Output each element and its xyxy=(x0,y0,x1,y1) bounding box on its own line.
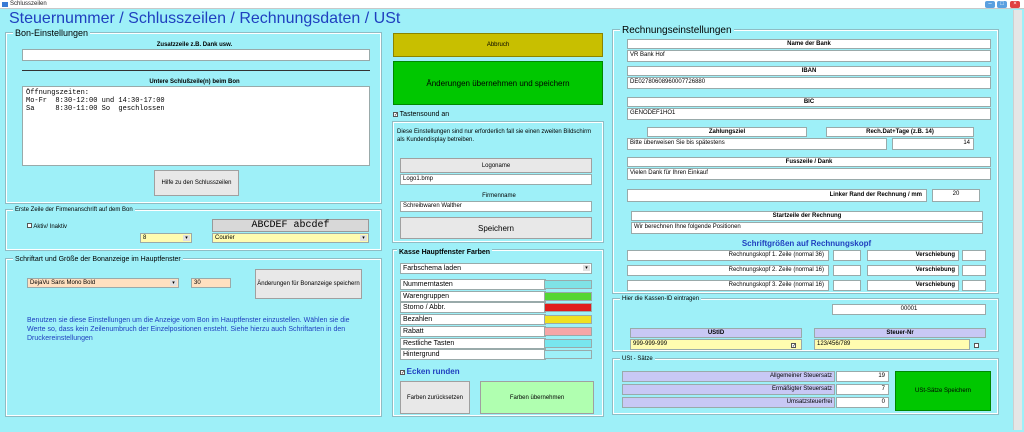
color-swatch[interactable] xyxy=(544,280,592,289)
payment-term-input[interactable]: Bitte überweisen Sie bis spätestens xyxy=(627,138,887,150)
start-line-input[interactable]: Wir berechnen Ihne folgende Positionen xyxy=(631,222,983,234)
color-swatch[interactable] xyxy=(544,350,592,359)
head-row-shift-label: Verschiebung xyxy=(867,265,959,276)
cashbox-panel xyxy=(613,296,998,351)
invoice-legend: Rechnungseinstellungen xyxy=(622,25,732,36)
logo-button[interactable]: Logoname xyxy=(400,158,592,173)
color-row-label: Warengruppen xyxy=(400,291,546,302)
vat-legend: USt - Sätze xyxy=(622,356,653,362)
head-row-shift-label: Verschiebung xyxy=(867,280,959,291)
iban-input[interactable]: DE02780608960007726880 xyxy=(627,77,991,89)
vat-row-input[interactable]: 7 xyxy=(836,384,889,395)
head-row-shift-input[interactable] xyxy=(962,250,986,261)
iban-label: IBAN xyxy=(627,66,991,76)
head-row-shift-input[interactable] xyxy=(962,265,986,276)
round-corners-checkbox[interactable]: ✓ xyxy=(401,370,406,376)
help-button[interactable]: Hilfe zu den Schlusszeilen xyxy=(154,170,239,196)
logo-input[interactable]: Logo1.bmp xyxy=(400,174,592,185)
bottom-lines-label: Untere Schlußzeile(n) beim Bon xyxy=(149,79,240,85)
active-checkbox[interactable] xyxy=(27,223,32,228)
app-icon xyxy=(2,2,8,7)
vat-row-label: Allgemeiner Steuersatz xyxy=(622,371,835,382)
bon-font-info: Benutzen sie diese Einstellungen um die Anzeige vom Bon im Hauptfenster einzustellen. Wählen sie die Werte so, dass kein Zeilenumbruch der Einzelpositionen ensteht. Siehe hierzu auch Schriftarten in den Druckereinstellungen xyxy=(27,317,350,342)
key-sound-label: Tastensound an xyxy=(399,111,450,118)
extra-line-label: Zusatzzeile z.B. Dank usw. xyxy=(156,42,233,48)
font-size-heading: Schriftgrößen auf Rechnungskopf xyxy=(741,239,872,248)
save-changes-button[interactable]: Änderungen übernehmen und speichern xyxy=(393,61,603,105)
bank-label: Name der Bank xyxy=(627,39,991,49)
reset-colors-button[interactable]: Farben zurücksetzen xyxy=(400,381,470,414)
chevron-down-icon: ▾ xyxy=(583,265,590,271)
abort-button[interactable]: Abbruch xyxy=(393,33,603,57)
company-label: Firmenname xyxy=(482,193,516,199)
color-swatch[interactable] xyxy=(544,303,592,312)
save-bon-display-button[interactable]: Änderungen für Bonanzeige speichern xyxy=(255,269,362,299)
store-button[interactable]: Speichern xyxy=(400,217,592,239)
cashbox-id-input[interactable]: 00001 xyxy=(832,304,986,315)
head-row-size-input[interactable] xyxy=(833,265,861,276)
footer-input[interactable]: Vielen Dank für Ihren Einkauf xyxy=(627,168,991,180)
taxno-checkbox[interactable] xyxy=(974,343,979,348)
firm-size-select[interactable] xyxy=(140,233,192,243)
head-row-label: Rechnungskopf 3. Zeile (normal 16) xyxy=(627,280,829,291)
colors-panel xyxy=(393,250,603,416)
bon-font-legend: Schriftart und Größe der Bonanzeige im Hauptfenster xyxy=(15,256,181,263)
vertical-scrollbar[interactable] xyxy=(1013,10,1022,430)
vat-row-label: Ermäßigter Steuersatz xyxy=(622,384,835,395)
bon-settings-panel xyxy=(6,28,381,203)
bon-settings-legend: Bon-Einstellungen xyxy=(15,28,89,38)
color-swatch[interactable] xyxy=(544,327,592,336)
color-swatch[interactable] xyxy=(544,339,592,348)
taxno-input[interactable]: 123/456/789 xyxy=(814,339,970,350)
chevron-down-icon: ▾ xyxy=(183,235,190,241)
start-line-label: Startzeile der Rechnung xyxy=(631,211,983,221)
head-row-label: Rechnungskopf 1. Zeile (normal 36) xyxy=(627,250,829,261)
color-row-label: Storno / Abbr. xyxy=(400,302,546,313)
extra-line-input[interactable] xyxy=(22,49,370,61)
ustid-input[interactable]: 999-999-999 xyxy=(630,339,802,350)
close-icon[interactable]: × xyxy=(1010,1,1020,8)
font-preview: ABCDEF abcdef xyxy=(212,219,369,232)
vat-row-input[interactable]: 19 xyxy=(836,371,889,382)
bon-font-select[interactable] xyxy=(27,278,179,288)
firm-line-legend: Erste Zeile der Firmenanschrift auf dem Bon xyxy=(15,207,133,213)
color-row-label: Bezahlen xyxy=(400,314,546,325)
vat-row-input[interactable]: 0 xyxy=(836,397,889,408)
window-titlebar xyxy=(0,0,1024,9)
days-input[interactable]: 14 xyxy=(892,138,974,150)
maximize-icon[interactable]: □ xyxy=(997,1,1007,8)
color-scheme-select[interactable] xyxy=(400,263,592,274)
active-checkbox-group[interactable] xyxy=(27,223,67,230)
second-screen-panel xyxy=(393,122,603,242)
vat-row-label: Umsatzsteuerfrei xyxy=(622,397,835,408)
active-label: Aktiv/ Inaktiv xyxy=(33,224,68,230)
key-sound-group[interactable] xyxy=(393,111,449,118)
chevron-down-icon: ▾ xyxy=(170,280,177,286)
ustid-label: UStID xyxy=(630,328,802,338)
firm-font-value: Courier xyxy=(215,235,235,241)
invoice-panel xyxy=(613,25,998,293)
bic-label: BIC xyxy=(627,97,991,107)
left-margin-input[interactable]: 20 xyxy=(932,189,980,202)
vat-panel xyxy=(613,356,998,414)
head-row-size-input[interactable] xyxy=(833,280,861,291)
bon-font-value: DejaVu Sans Mono Bold xyxy=(30,280,96,286)
page-title: Steuernummer / Schlusszeilen / Rechnungsdaten / USt xyxy=(9,10,401,27)
head-row-size-input[interactable] xyxy=(833,250,861,261)
firm-size-value: 8 xyxy=(143,235,147,241)
colors-legend: Kasse Hauptfenster Farben xyxy=(399,249,491,256)
divider xyxy=(22,70,370,71)
bottom-lines-textarea[interactable]: Öffnungszeiten: Mo-Fr 8:30-12:00 und 14:30-17:00 Sa 8:30-11:00 So geschlossen xyxy=(22,86,370,166)
save-vat-button[interactable]: USt-Sätze Speichern xyxy=(895,371,991,411)
color-scheme-value: Farbschema laden xyxy=(403,265,461,272)
window-title: Schlusszeilen xyxy=(10,1,47,7)
left-margin-label: Linker Rand der Rechnung / mm xyxy=(627,189,927,202)
bon-size-input[interactable]: 30 xyxy=(191,278,231,288)
bon-font-panel xyxy=(6,256,381,416)
round-corners-group[interactable] xyxy=(400,367,460,376)
head-row-label: Rechnungskopf 2. Zeile (normal 16) xyxy=(627,265,829,276)
key-sound-checkbox[interactable]: ✓ xyxy=(394,112,399,118)
color-row-label: Nummerntasten xyxy=(400,279,546,290)
bank-input[interactable]: VR Bank Hof xyxy=(627,50,991,62)
color-row-label: Rabatt xyxy=(400,326,546,337)
cashbox-legend: Hier die Kassen-ID eintragen xyxy=(622,296,700,302)
color-row-label: Restliche Tasten xyxy=(400,338,546,349)
color-row-label: Hintergrund xyxy=(400,349,546,360)
bic-input[interactable]: GENODEF1HO1 xyxy=(627,108,991,120)
head-row-shift-label: Verschiebung xyxy=(867,250,959,261)
firm-font-select[interactable] xyxy=(212,233,369,243)
ustid-checkbox[interactable]: ✓ xyxy=(792,343,797,349)
company-input[interactable]: Schreibwaren Walther xyxy=(400,201,592,212)
footer-label: Fusszeile / Dank xyxy=(627,157,991,167)
color-swatch[interactable] xyxy=(544,292,592,301)
taxno-label: Steuer-Nr xyxy=(814,328,986,338)
minimize-icon[interactable]: – xyxy=(985,1,995,8)
days-label: Rech.Dat+Tage (z.B. 14) xyxy=(826,127,974,137)
second-screen-info: Diese Einstellungen sind nur erforderlich fall sie einen zweiten Bildschirm als Kundendisplay betreiben. xyxy=(397,129,592,143)
payment-term-label: Zahlungsziel xyxy=(647,127,807,137)
head-row-shift-input[interactable] xyxy=(962,280,986,291)
firm-line-panel xyxy=(6,207,381,250)
chevron-down-icon: ▾ xyxy=(360,235,367,241)
color-swatch[interactable] xyxy=(544,315,592,324)
round-corners-label: Ecken runden xyxy=(406,367,460,376)
apply-colors-button[interactable]: Farben übernehmen xyxy=(480,381,594,414)
